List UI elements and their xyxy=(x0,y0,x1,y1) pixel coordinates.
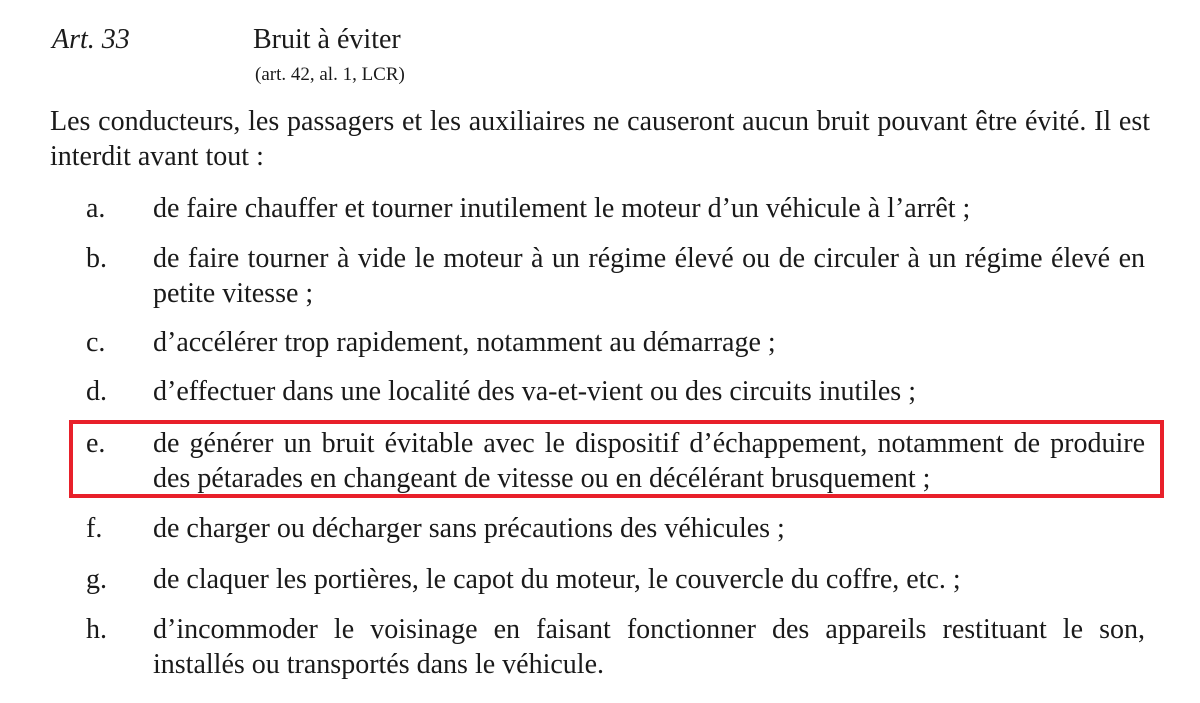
list-item-letter: c. xyxy=(86,327,106,358)
highlight-box xyxy=(69,420,1164,498)
article-title: Bruit à éviter xyxy=(253,24,401,55)
article-intro: Les conducteurs, les passagers et les auxiliaires ne causeront aucun bruit pouvant être évité. Il est interdit avant tout : xyxy=(50,106,1150,172)
list-item-letter: f. xyxy=(86,513,103,544)
list-item-text: d’incommoder le voisinage en faisant fonctionner des appareils restituant le son, installés ou transportés dans le véhicule. xyxy=(153,614,1145,680)
article-number: Art. 33 xyxy=(52,24,130,55)
list-item-letter: e. xyxy=(86,428,106,459)
list-item-letter: h. xyxy=(86,614,107,645)
list-item-text: d’effectuer dans une localité des va-et-vient ou des circuits inutiles ; xyxy=(153,376,916,407)
list-item-text: de claquer les portières, le capot du moteur, le couvercle du coffre, etc. ; xyxy=(153,564,961,595)
list-item-letter: d. xyxy=(86,376,107,407)
list-item-letter: b. xyxy=(86,243,107,274)
list-item-letter: a. xyxy=(86,193,106,224)
list-item-text: de faire tourner à vide le moteur à un régime élevé ou de circuler à un régime élevé en petite vitesse ; xyxy=(153,243,1145,309)
list-item-text: de charger ou décharger sans précautions des véhicules ; xyxy=(153,513,785,544)
list-item-text: de faire chauffer et tourner inutilement le moteur d’un véhicule à l’arrêt ; xyxy=(153,193,971,224)
list-item-letter: g. xyxy=(86,564,107,595)
article-reference: (art. 42, al. 1, LCR) xyxy=(255,64,405,85)
list-item-text: d’accélérer trop rapidement, notamment au démarrage ; xyxy=(153,327,776,358)
list-item-text: de générer un bruit évitable avec le dispositif d’échappement, notamment de produire des pétarades en changeant de vitesse ou en décélérant brusquement ; xyxy=(153,428,1145,494)
